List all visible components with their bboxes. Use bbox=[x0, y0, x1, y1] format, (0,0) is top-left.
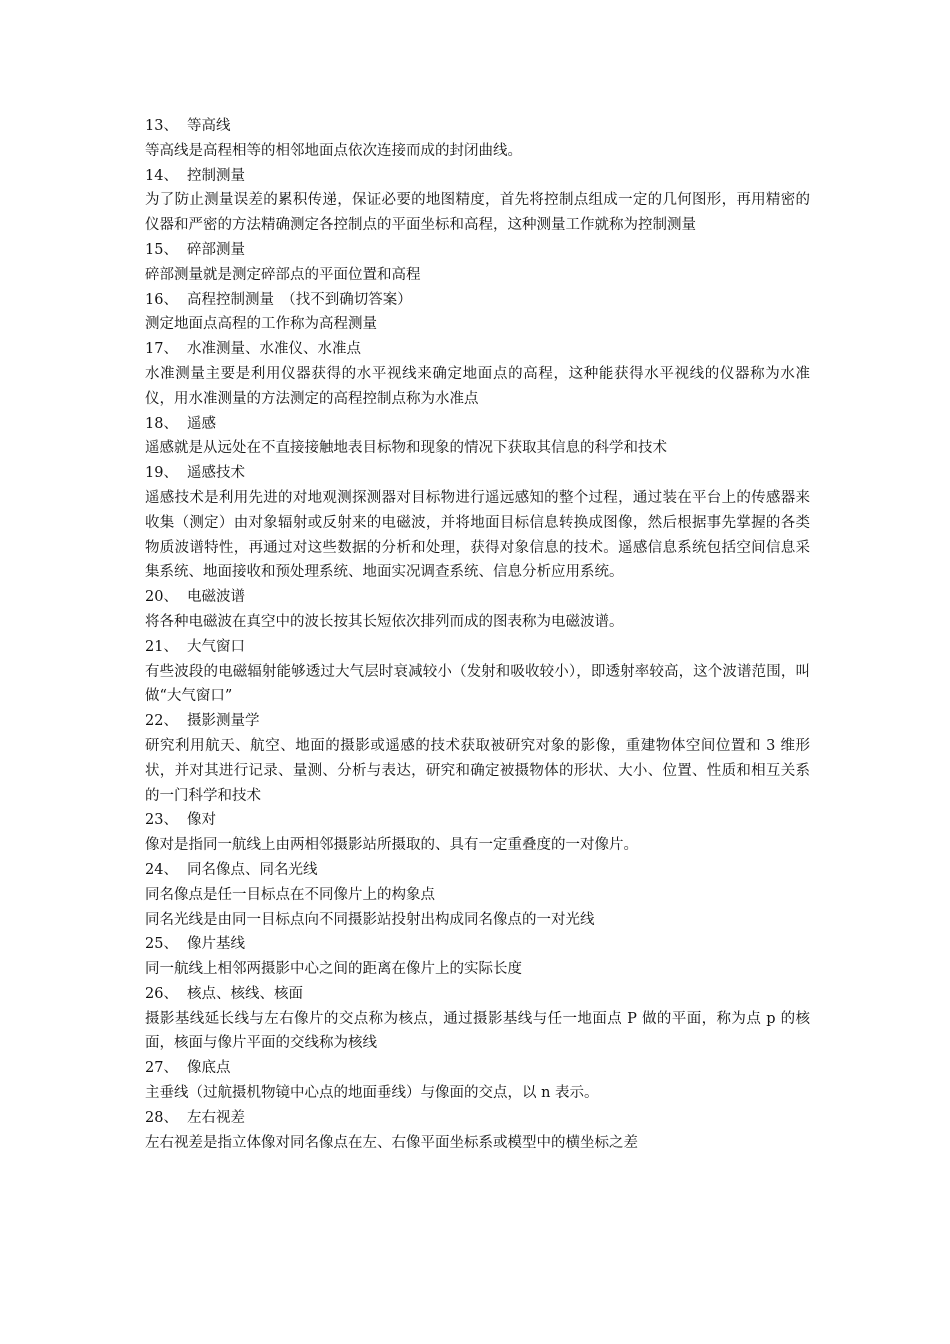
entry-26-heading bbox=[145, 982, 810, 1007]
entry-15-heading bbox=[145, 238, 810, 263]
entry-20-heading bbox=[145, 585, 810, 610]
entry-21-heading bbox=[145, 635, 810, 660]
entry-number: 18、 bbox=[145, 415, 178, 432]
entry-19-heading bbox=[145, 461, 810, 486]
entry-number: 24、 bbox=[145, 861, 178, 878]
entry-number: 23、 bbox=[145, 812, 178, 829]
entry-term: 大气窗口 bbox=[187, 638, 245, 655]
entry-13-definition: 等高线是高程相等的相邻地面点依次连接而成的封闭曲线。 bbox=[145, 142, 522, 159]
entry-number: 16、 bbox=[145, 291, 178, 308]
entry-term: 像底点 bbox=[187, 1060, 231, 1077]
entry-term: 同名像点、同名光线 bbox=[187, 861, 318, 878]
entry-14-heading bbox=[145, 164, 810, 189]
entry-number: 19、 bbox=[145, 465, 178, 482]
entry-term: 碎部测量 bbox=[187, 241, 245, 258]
entry-number: 20、 bbox=[145, 589, 178, 606]
entry-25-heading bbox=[145, 932, 810, 957]
entry-term: 像片基线 bbox=[187, 936, 245, 953]
entry-22-heading bbox=[145, 709, 810, 734]
entry-13-heading bbox=[145, 114, 810, 139]
entry-27-heading bbox=[145, 1056, 810, 1081]
entry-14-definition: 为了防止测量误差的累积传递，保证必要的地图精度，首先将控制点组成一定的几何图形，再用精密的仪器和严密的方法精确测定各控制点的平面坐标和高程，这种测量工作就称为控制测量 bbox=[145, 192, 810, 234]
entry-24-heading bbox=[145, 858, 810, 883]
entry-17-definition: 水准测量主要是利用仪器获得的水平视线来确定地面点的高程，这种能获得水平视线的仪器称为水准仪，用水准测量的方法测定的高程控制点称为水准点 bbox=[145, 365, 810, 407]
entry-16-heading bbox=[145, 288, 810, 313]
entry-28-definition: 左右视差是指立体像对同名像点在左、右像平面坐标系或模型中的横坐标之差 bbox=[145, 1134, 638, 1151]
entry-18-definition: 遥感就是从远处在不直接接触地表目标物和现象的情况下获取其信息的科学和技术 bbox=[145, 440, 667, 457]
entry-25-definition: 同一航线上相邻两摄影中心之间的距离在像片上的实际长度 bbox=[145, 961, 522, 978]
entry-term: 像对 bbox=[187, 812, 216, 829]
entry-22-definition: 研究利用航天、航空、地面的摄影或遥感的技术获取被研究对象的影像，重建物体空间位置和 3 维形状，并对其进行记录、量测、分析与表达，研究和确定被摄物体的形状、大小、位置、性质和相互关系的一门科学和技术 bbox=[145, 737, 810, 804]
entry-17-heading bbox=[145, 337, 810, 362]
entry-term: 核点、核线、核面 bbox=[187, 985, 303, 1002]
entry-number: 25、 bbox=[145, 936, 178, 953]
entry-28-heading bbox=[145, 1106, 810, 1131]
entry-number: 28、 bbox=[145, 1109, 178, 1126]
entry-26-definition: 摄影基线延长线与左右像片的交点称为核点，通过摄影基线与任一地面点 P 做的平面，称为点 p 的核面，核面与像片平面的交线称为核线 bbox=[145, 1010, 810, 1052]
entry-number: 15、 bbox=[145, 241, 178, 258]
entry-27-definition: 主垂线（过航摄机物镜中心点的地面垂线）与像面的交点，以 n 表示。 bbox=[145, 1085, 599, 1102]
entry-21-definition: 有些波段的电磁辐射能够透过大气层时衰减较小（发射和吸收较小），即透射率较高，这个波谱范围，叫做“大气窗口” bbox=[145, 663, 810, 705]
entry-24-definition-2: 同名光线是由同一目标点向不同摄影站投射出构成同名像点的一对光线 bbox=[145, 911, 595, 928]
entry-term: 遥感 bbox=[187, 415, 216, 432]
entry-number: 14、 bbox=[145, 167, 178, 184]
entry-23-heading bbox=[145, 808, 810, 833]
entry-24-definition-1: 同名像点是任一目标点在不同像片上的构象点 bbox=[145, 886, 435, 903]
entry-term: 等高线 bbox=[187, 118, 231, 134]
entry-term: 遥感技术 bbox=[187, 465, 245, 482]
entry-term: 高程控制测量 （找不到确切答案） bbox=[187, 291, 412, 308]
entry-15-definition: 碎部测量就是测定碎部点的平面位置和高程 bbox=[145, 266, 421, 283]
entry-number: 13、 bbox=[145, 118, 178, 134]
entry-term: 控制测量 bbox=[187, 167, 245, 184]
entry-23-definition: 像对是指同一航线上由两相邻摄影站所摄取的、具有一定重叠度的一对像片。 bbox=[145, 837, 638, 854]
entry-term: 电磁波谱 bbox=[187, 589, 245, 606]
entry-20-definition: 将各种电磁波在真空中的波长按其长短依次排列而成的图表称为电磁波谱。 bbox=[145, 613, 624, 630]
entry-number: 26、 bbox=[145, 985, 178, 1002]
entry-number: 21、 bbox=[145, 638, 178, 655]
entry-18-heading bbox=[145, 412, 810, 437]
entry-term: 摄影测量学 bbox=[187, 713, 260, 730]
glossary-body bbox=[145, 114, 810, 1155]
entry-number: 22、 bbox=[145, 713, 178, 730]
entry-number: 27、 bbox=[145, 1060, 178, 1077]
entry-16-definition: 测定地面点高程的工作称为高程测量 bbox=[145, 316, 377, 333]
entry-number: 17、 bbox=[145, 341, 178, 358]
entry-term: 左右视差 bbox=[187, 1109, 245, 1126]
entry-term: 水准测量、水准仪、水准点 bbox=[187, 341, 361, 358]
entry-19-definition: 遥感技术是利用先进的对地观测探测器对目标物进行遥远感知的整个过程，通过装在平台上的传感器来收集（测定）由对象辐射或反射来的电磁波，并将地面目标信息转换成图像，然后根据事先掌握的各类物质波谱特性，再通过对这些数据的分析和处理，获得对象信息的技术。遥感信息系统包括空间信息采集系统、地面接收和预处理系统、地面实况调查系统、信息分析应用系统。 bbox=[145, 489, 810, 581]
